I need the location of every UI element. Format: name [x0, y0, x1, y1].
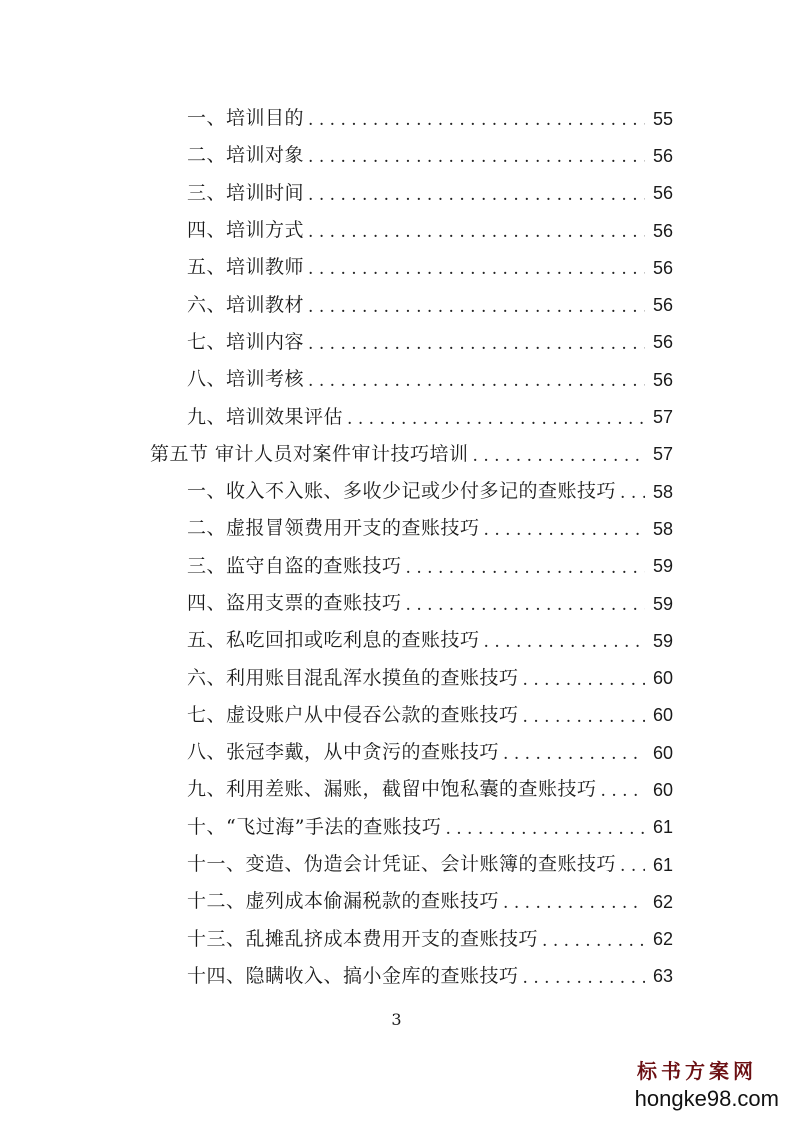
toc-entry-title: 十、“飞过海”手法的查账技巧 [187, 815, 442, 838]
toc-entry-title: 二、虚报冒领费用开支的查账技巧 [187, 517, 480, 540]
toc-entry[interactable] [0, 473, 793, 510]
toc-entry[interactable] [0, 212, 793, 249]
toc-entry[interactable] [0, 286, 793, 323]
toc-entry[interactable] [0, 510, 793, 547]
toc-entry-title: 九、利用差账、漏账，截留中饱私囊的查账技巧 [187, 778, 597, 801]
toc-dot-leader [308, 224, 645, 241]
toc-entry-page-number: 56 [652, 145, 673, 166]
toc-entry-title: 三、培训时间 [187, 181, 305, 204]
toc-dot-leader [308, 112, 645, 129]
toc-entry[interactable] [0, 883, 793, 920]
toc-entry-title: 十二、虚列成本偷漏税款的查账技巧 [187, 890, 500, 913]
toc-entry-title: 七、虚设账户从中侵吞公款的查账技巧 [187, 703, 519, 726]
toc-entry[interactable] [0, 921, 793, 958]
toc-dot-leader [503, 746, 645, 763]
toc-entry-page-number: 56 [652, 295, 673, 316]
toc-entry-page-number: 60 [652, 668, 673, 689]
toc-dot-leader [620, 858, 645, 875]
toc-entry[interactable] [0, 137, 793, 174]
toc-entry-page-number: 59 [652, 556, 673, 577]
toc-entry-title: 八、张冠李戴，从中贪污的查账技巧 [187, 741, 500, 764]
toc-dot-leader [308, 261, 645, 278]
watermark-site-name: 标书方案网 [637, 1059, 757, 1083]
toc-entry-title: 十三、乱摊乱挤成本费用开支的查账技巧 [187, 927, 539, 950]
toc-entry-page-number: 56 [652, 257, 673, 278]
toc-entry-page-number: 60 [652, 705, 673, 726]
toc-entry-title: 第五节 审计人员对案件审计技巧培训 [150, 442, 469, 465]
toc-entry-title: 四、盗用支票的查账技巧 [187, 592, 402, 614]
toc-dot-leader [406, 560, 645, 577]
toc-entry-title: 五、私吃回扣或吃利息的查账技巧 [187, 629, 480, 652]
toc-entry-title: 二、培训对象 [187, 144, 305, 167]
toc-dot-leader [601, 783, 645, 800]
toc-entry-page-number: 61 [652, 854, 673, 875]
toc-entry-title: 一、收入不入账、多收少记或少付多记的查账技巧 [187, 480, 617, 503]
watermark [635, 1055, 779, 1112]
toc-entry[interactable] [0, 697, 793, 734]
toc-entry[interactable] [0, 809, 793, 846]
toc-dot-leader [445, 821, 645, 838]
toc-dot-leader [484, 634, 645, 651]
toc-section-heading[interactable] [0, 436, 793, 473]
toc-dot-leader [308, 299, 645, 316]
toc-entry-page-number: 56 [652, 183, 673, 204]
toc-entry-page-number: 60 [652, 779, 673, 800]
toc-entry[interactable] [0, 548, 793, 585]
toc-dot-leader [523, 970, 645, 987]
toc-entry-title: 六、培训教材 [187, 293, 305, 316]
toc-entry-page-number: 59 [652, 630, 673, 651]
toc-entry-page-number: 56 [652, 220, 673, 241]
toc-entry-page-number: 62 [652, 929, 673, 950]
toc-entry[interactable] [0, 585, 793, 622]
toc-entry-page-number: 61 [652, 817, 673, 838]
toc-entry-title: 四、培训方式 [187, 219, 305, 242]
toc-entry-title: 十一、变造、伪造会计凭证、会计账簿的查账技巧 [187, 853, 617, 876]
toc-entry-page-number: 57 [652, 444, 673, 465]
toc-entry-page-number: 55 [652, 108, 673, 129]
toc-entry[interactable] [0, 398, 793, 435]
toc-entry[interactable] [0, 734, 793, 771]
toc-entry[interactable] [0, 175, 793, 212]
toc-entry[interactable] [0, 771, 793, 808]
toc-entry[interactable] [0, 249, 793, 286]
toc-entry-title: 五、培训教师 [187, 256, 305, 279]
toc-entry-title: 九、培训效果评估 [187, 405, 344, 428]
toc-entry[interactable] [0, 324, 793, 361]
toc-dot-leader [308, 336, 645, 353]
toc-dot-leader [503, 895, 645, 912]
toc-entry-title: 三、监守自盗的查账技巧 [187, 554, 402, 577]
table-of-contents [0, 100, 793, 995]
toc-entry[interactable] [0, 958, 793, 995]
toc-entry[interactable] [0, 361, 793, 398]
toc-dot-leader [308, 149, 645, 166]
toc-entry-page-number: 56 [652, 369, 673, 390]
toc-dot-leader [542, 933, 645, 950]
toc-entry[interactable] [0, 622, 793, 659]
toc-entry-page-number: 57 [652, 407, 673, 428]
toc-entry-page-number: 56 [652, 332, 673, 353]
toc-dot-leader [523, 672, 645, 689]
toc-entry[interactable] [0, 100, 793, 137]
toc-dot-leader [473, 448, 645, 465]
toc-entry-title: 八、培训考核 [187, 368, 305, 391]
toc-dot-leader [347, 411, 645, 428]
watermark-site-url[interactable]: hongke98.com [634, 1086, 779, 1111]
toc-entry-page-number: 58 [652, 481, 673, 502]
toc-dot-leader [308, 373, 645, 390]
toc-entry-title: 七、培训内容 [187, 330, 305, 353]
toc-entry-page-number: 62 [652, 891, 673, 912]
toc-entry[interactable] [0, 846, 793, 883]
toc-entry-title: 十四、隐瞒收入、搞小金库的查账技巧 [187, 964, 519, 987]
toc-entry-page-number: 58 [652, 518, 673, 539]
page-number: 3 [391, 1010, 402, 1029]
toc-dot-leader [620, 485, 645, 502]
toc-entry-page-number: 63 [652, 966, 673, 987]
toc-entry[interactable] [0, 659, 793, 696]
toc-dot-leader [484, 522, 645, 539]
toc-entry-page-number: 60 [652, 742, 673, 763]
toc-entry-page-number: 59 [652, 593, 673, 614]
toc-entry-title: 六、利用账目混乱浑水摸鱼的查账技巧 [187, 666, 519, 689]
toc-entry-title: 一、培训目的 [187, 107, 305, 130]
toc-dot-leader [406, 597, 645, 614]
toc-dot-leader [523, 709, 645, 726]
toc-dot-leader [308, 187, 645, 204]
